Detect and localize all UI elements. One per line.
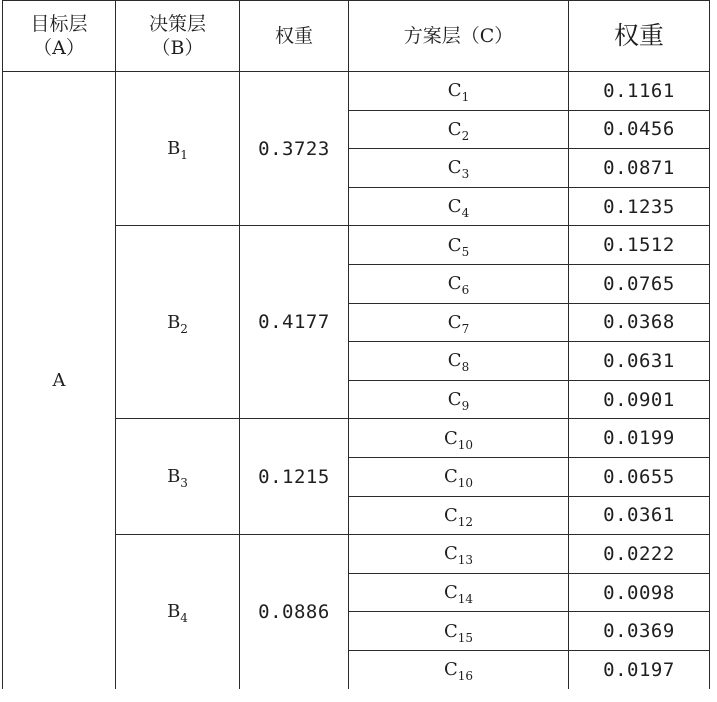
decision-label: B	[167, 138, 181, 160]
scheme-weight-cell: 0.1512	[569, 226, 710, 265]
decision-cell	[116, 72, 240, 226]
scheme-label: C	[447, 80, 462, 102]
header-decision-text: 决策层	[148, 13, 206, 35]
scheme-cell	[349, 110, 569, 149]
header-scheme-weight: 权重	[569, 1, 710, 72]
scheme-subscript: 13	[457, 553, 474, 568]
scheme-label: C	[447, 118, 462, 140]
scheme-weight-cell: 0.0369	[569, 612, 710, 651]
scheme-cell	[349, 72, 569, 111]
scheme-subscript: 1	[461, 90, 470, 105]
scheme-label: C	[447, 273, 462, 295]
header-scheme-layer: 方案层（C）	[349, 1, 569, 72]
scheme-label: C	[447, 350, 462, 372]
scheme-label: C	[447, 157, 462, 179]
scheme-subscript: 5	[461, 244, 470, 259]
weight-table-container	[2, 0, 710, 689]
decision-label: B	[167, 601, 181, 623]
scheme-label: C	[443, 582, 458, 604]
decision-weight-cell: 0.3723	[240, 72, 349, 226]
scheme-label: C	[447, 234, 462, 256]
header-goal-text: 目标层	[30, 13, 88, 35]
scheme-label: C	[447, 196, 462, 218]
scheme-cell	[349, 419, 569, 458]
scheme-subscript: 8	[461, 360, 470, 375]
decision-subscript: 2	[180, 321, 188, 336]
scheme-weight-cell: 0.0361	[569, 496, 710, 535]
scheme-weight-cell: 0.0871	[569, 149, 710, 188]
decision-weight-cell: 0.4177	[240, 226, 349, 419]
header-weight: 权重	[240, 1, 349, 72]
scheme-cell	[349, 457, 569, 496]
scheme-label: C	[447, 389, 462, 411]
scheme-subscript: 2	[461, 128, 470, 143]
header-row	[3, 1, 710, 72]
decision-weight-cell: 0.1215	[240, 419, 349, 535]
scheme-weight-cell: 0.0098	[569, 573, 710, 612]
scheme-weight-cell: 0.0197	[569, 650, 710, 688]
scheme-label: C	[443, 659, 458, 681]
scheme-subscript: 10	[457, 437, 474, 452]
scheme-subscript: 3	[461, 167, 470, 182]
scheme-subscript: 9	[461, 399, 470, 414]
ahp-weight-table	[2, 0, 710, 689]
scheme-cell	[349, 264, 569, 303]
scheme-cell	[349, 650, 569, 688]
decision-weight-cell: 0.0886	[240, 535, 349, 689]
scheme-subscript: 6	[461, 283, 470, 298]
scheme-weight-cell: 0.0655	[569, 457, 710, 496]
header-goal-layer	[3, 1, 116, 72]
scheme-label: C	[443, 620, 458, 642]
scheme-weight-cell: 0.0631	[569, 342, 710, 381]
decision-label: B	[167, 466, 181, 488]
scheme-weight-cell: 0.0199	[569, 419, 710, 458]
scheme-cell	[349, 380, 569, 419]
scheme-label: C	[443, 427, 458, 449]
scheme-label: C	[447, 311, 462, 333]
scheme-weight-cell: 0.0368	[569, 303, 710, 342]
scheme-subscript: 7	[461, 321, 470, 336]
scheme-label: C	[443, 504, 458, 526]
decision-cell	[116, 535, 240, 689]
table-body	[3, 72, 710, 689]
scheme-cell	[349, 187, 569, 226]
scheme-subscript: 10	[457, 476, 474, 491]
scheme-cell	[349, 496, 569, 535]
scheme-cell	[349, 535, 569, 574]
decision-subscript: 1	[180, 148, 188, 163]
scheme-cell	[349, 342, 569, 381]
scheme-weight-cell: 0.1161	[569, 72, 710, 111]
decision-subscript: 3	[180, 476, 188, 491]
scheme-weight-cell: 0.0765	[569, 264, 710, 303]
scheme-subscript: 16	[457, 669, 474, 684]
scheme-weight-cell: 0.0901	[569, 380, 710, 419]
scheme-cell	[349, 149, 569, 188]
scheme-subscript: 12	[457, 514, 474, 529]
scheme-subscript: 15	[457, 630, 474, 645]
decision-label: B	[167, 311, 181, 333]
scheme-label: C	[443, 466, 458, 488]
scheme-weight-cell: 0.0222	[569, 535, 710, 574]
decision-cell	[116, 226, 240, 419]
scheme-weight-cell: 0.0456	[569, 110, 710, 149]
decision-subscript: 4	[180, 611, 188, 626]
scheme-label: C	[443, 543, 458, 565]
scheme-cell	[349, 612, 569, 651]
table-row	[3, 72, 710, 111]
header-decision-code: （B）	[151, 37, 204, 59]
scheme-weight-cell: 0.1235	[569, 187, 710, 226]
scheme-cell	[349, 303, 569, 342]
goal-cell: A	[3, 72, 116, 689]
scheme-subscript: 4	[461, 206, 470, 221]
header-decision-layer	[116, 1, 240, 72]
header-goal-code: （A）	[33, 37, 85, 59]
scheme-subscript: 14	[457, 592, 474, 607]
decision-cell	[116, 419, 240, 535]
scheme-cell	[349, 573, 569, 612]
scheme-cell	[349, 226, 569, 265]
